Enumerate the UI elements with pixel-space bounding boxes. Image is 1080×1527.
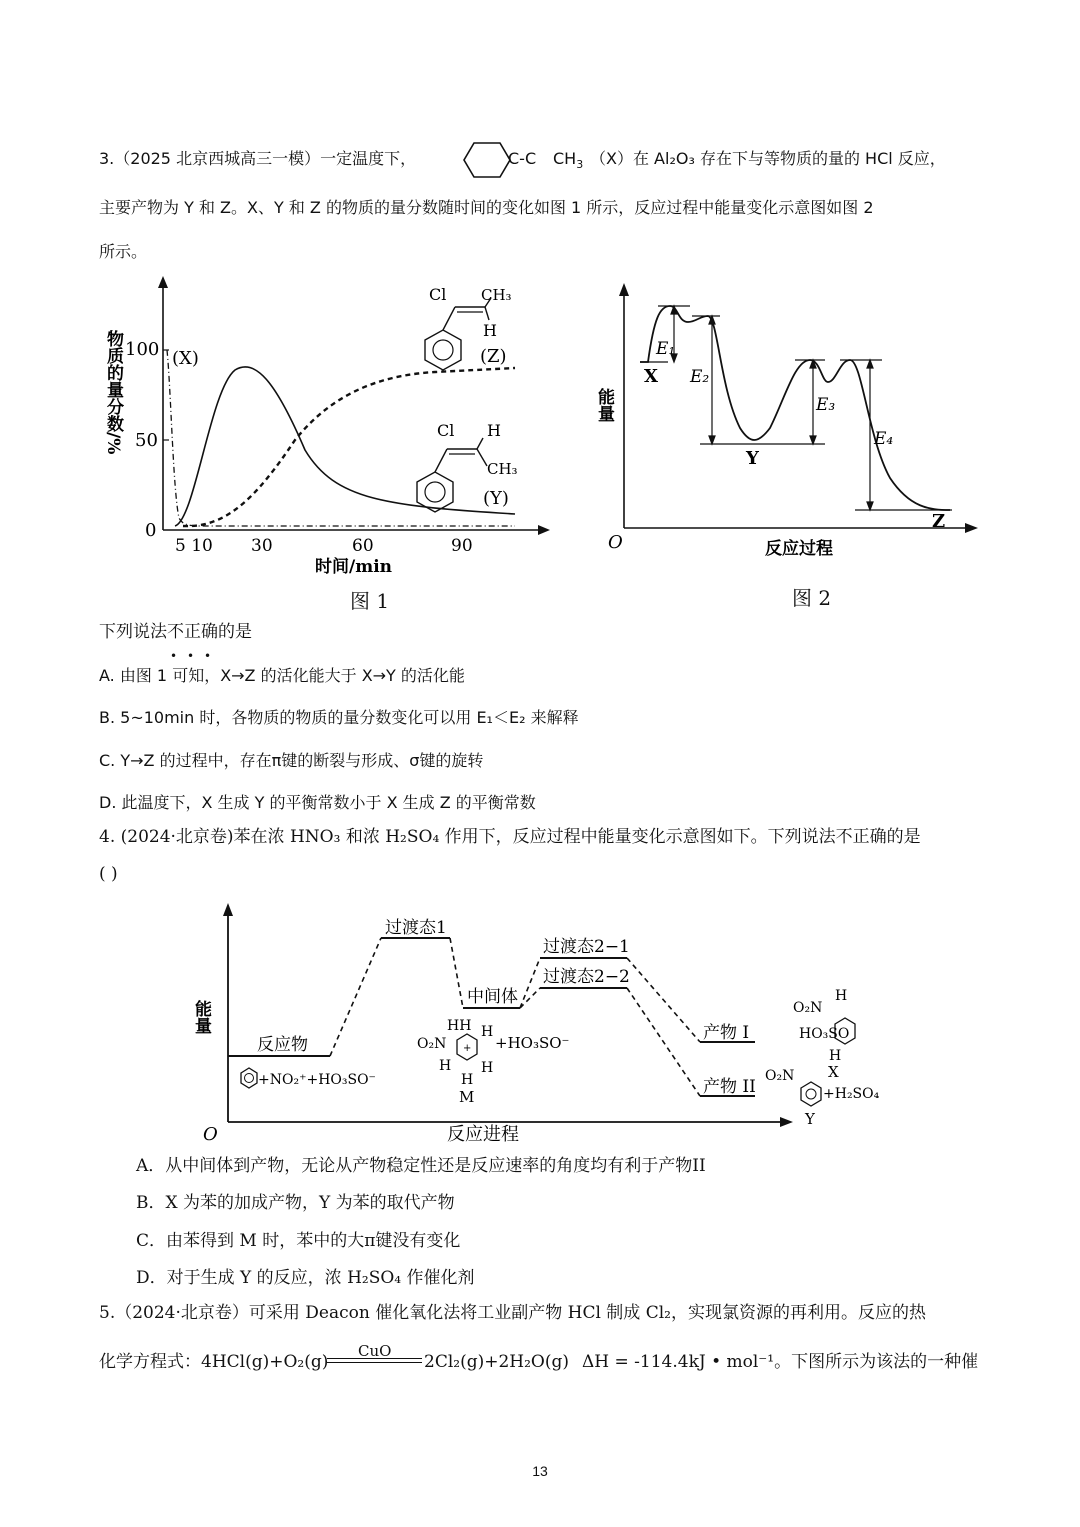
fig2-label-y: Y (746, 448, 759, 469)
q4-m-structure (417, 1018, 569, 1106)
q5-catalyst: CuO (358, 1342, 392, 1360)
q3-line1-cc: C-C (508, 149, 537, 168)
q4-y-plus: +H₂SO₄ (823, 1086, 880, 1102)
q3-prompt-emph: 不正确 • • • (167, 622, 218, 663)
fig2-energy-curve (640, 306, 950, 510)
q4-reactant: 反应物 (257, 1035, 308, 1055)
page-number: 13 (532, 1463, 548, 1479)
q4-m-hh: HH (447, 1018, 472, 1034)
q3-line3: 所示。 (99, 242, 148, 261)
q5-equals-sign (327, 1358, 422, 1363)
q4-m-label: M (459, 1088, 475, 1106)
fig1-curve-y (175, 367, 515, 526)
q3-line1 (99, 147, 416, 171)
fig1-ytick-label-100: 100 (125, 339, 160, 360)
q3-line1-post: （X）在 Al₂O₃ 存在下与等物质的量的 HCl 反应， (590, 149, 946, 168)
benzene-ring-icon (462, 141, 512, 179)
fig1-z-cl: Cl (429, 285, 447, 304)
fig1-ytick-label-50: 50 (135, 430, 158, 451)
svg-text:+: + (463, 1043, 472, 1054)
fig1-y-cl: Cl (437, 421, 455, 440)
q5-eq-pre: 化学方程式：4HCl(g)+O₂(g) (99, 1352, 329, 1372)
q4-intermediate: 中间体 (467, 987, 518, 1007)
q4-line1: 4. (2024·北京卷)苯在浓 HNO₃ 和浓 H₂SO₄ 作用下，反应过程中能量变化示意图如下。下列说法不正确的是 (99, 827, 921, 847)
fig1-z-h: H (483, 321, 497, 340)
q4-ts1: 过渡态1 (385, 918, 447, 938)
fig2-diagram (594, 278, 990, 568)
q4-ts22: 过渡态2−2 (543, 967, 630, 987)
q5-line1: 5.（2024·北京卷）可采用 Deacon 催化氧化法将工业副产物 HCl 制成 Cl₂，实现氯资源的再利用。反应的热 (99, 1303, 926, 1323)
fig1-ylabel: 物质的量分数/% (103, 330, 123, 455)
q4-reactant-text: +NO₂⁺+HO₃SO⁻ (258, 1072, 376, 1088)
q4-x-hoso: HO₃SO (799, 1026, 850, 1042)
q3-prompt-post: 的是 (218, 622, 252, 642)
fig1-xtick-label-30: 30 (251, 536, 273, 556)
q3-option-b: B. 5~10min 时，各物质的物质的量分数变化可以用 E₁＜E₂ 来解释 (99, 708, 579, 727)
q4-product1: 产物 I (703, 1023, 750, 1043)
q5-eq-post: 2Cl₂(g)+2H₂O(g) (424, 1352, 570, 1372)
q4-x-h1: H (835, 988, 848, 1004)
q4-m-o2n: O₂N (417, 1036, 447, 1052)
fig1-xtick-label-5-10: 5 10 (175, 536, 213, 556)
q3-line2: 主要产物为 Y 和 Z。X、Y 和 Z 的物质的量分数随时间的变化如图 1 所示，反应过程中能量变化示意图如图 2 (99, 198, 874, 217)
q4-x-arrow-icon (780, 1117, 793, 1127)
fig2-label-e4: E₄ (874, 429, 894, 449)
q4-reactant-formula (241, 1068, 376, 1088)
q4-x-o2n: O₂N (793, 1000, 823, 1016)
fig1-chart (95, 270, 565, 590)
q4-origin: O (203, 1124, 218, 1145)
q4-xlabel: 反应进程 (447, 1124, 519, 1145)
q3-prompt-pre: 下列说法 (99, 622, 167, 642)
q3-line1-ch3: $CH_3$ (553, 149, 584, 172)
q3-prompt (99, 620, 252, 663)
q4-m-h2: H (439, 1058, 452, 1074)
q4-dashed-paths (330, 938, 700, 1096)
q4-product2: 产物 II (703, 1077, 756, 1097)
q3-line1-pre: 3.（2025 北京西城高三一模）一定温度下， (99, 149, 417, 168)
q4-option-c: C．由苯得到 M 时，苯中的大π键没有变化 (136, 1231, 461, 1251)
fig1-label-y: (Y) (483, 488, 509, 509)
fig1-y-h: H (487, 421, 501, 440)
q4-option-d: D．对于生成 Y 的反应，浓 H₂SO₄ 作催化剂 (136, 1268, 475, 1288)
q4-option-b: B．X 为苯的加成产物，Y 为苯的取代产物 (136, 1193, 455, 1213)
q4-m-h1: H (481, 1024, 494, 1040)
fig1-y-ch3: CH₃ (487, 460, 518, 478)
fig1-xtick-label-90: 90 (451, 536, 473, 556)
fig1-xtick-label-60: 60 (352, 536, 374, 556)
fig2-y-arrow-icon (619, 283, 629, 296)
fig1-z-ch3: CH₃ (481, 286, 512, 304)
q4-x-h2: H (829, 1048, 842, 1064)
q4-x-structure (793, 988, 855, 1081)
fig1-label-x: (X) (172, 348, 199, 369)
fig1-x-arrow-icon (538, 525, 550, 535)
fig2-x-arrow-icon (965, 523, 978, 533)
fig2-origin: O (608, 532, 623, 553)
q4-option-a: A．从中间体到产物，无论从产物稳定性还是反应速率的角度均有利于产物II (136, 1156, 706, 1176)
fig1-curve-x (167, 350, 515, 526)
q4-ylabel: 能量 (191, 1000, 211, 1034)
ch3-text: CH (553, 149, 577, 168)
fig2-label-e2: E₂ (690, 367, 710, 387)
fig2-caption: 图 2 (792, 586, 832, 610)
q3-option-a: A. 由图 1 可知，X→Z 的活化能大于 X→Y 的活化能 (99, 666, 465, 685)
fig1-label-z: (Z) (480, 346, 507, 367)
q4-energy-diagram (191, 900, 895, 1145)
fig1-y-arrow-icon (158, 276, 168, 288)
q4-m-h3: H (481, 1060, 494, 1076)
fig2-label-e3: E₃ (816, 395, 836, 415)
fig2-xlabel: 反应过程 (765, 539, 833, 559)
q5-dh: ΔH = -114.4kJ • mol⁻¹。下图所示为该法的一种催 (582, 1352, 979, 1372)
q4-line2: ( ) (99, 864, 118, 884)
fig1-curve-z (183, 368, 515, 526)
fig2-energy-arrows (671, 306, 873, 510)
q4-ts21: 过渡态2−1 (543, 937, 630, 957)
fig1-xlabel: 时间/min (315, 557, 393, 577)
fig2-label-e1: E₁ (656, 339, 676, 359)
q4-x-label: X (828, 1063, 839, 1081)
q4-y-o2n: O₂N (765, 1068, 795, 1084)
q4-m-plus: +HO₃SO⁻ (495, 1034, 570, 1052)
fig1-ytick-label-0: 0 (145, 520, 157, 541)
fig1-caption: 图 1 (350, 589, 390, 613)
fig2-label-x: X (644, 366, 658, 387)
fig2-ylabel: 能量 (594, 388, 614, 422)
q4-y-label: Y (805, 1110, 815, 1128)
q3-prompt-emph-text: 不正确 (167, 622, 218, 642)
q4-m-h4: H (461, 1072, 474, 1088)
fig2-label-z: Z (932, 511, 946, 532)
q3-option-c: C. Y→Z 的过程中，存在π键的断裂与形成、σ键的旋转 (99, 751, 484, 770)
q3-option-d: D. 此温度下，X 生成 Y 的平衡常数小于 X 生成 Z 的平衡常数 (99, 793, 536, 812)
q4-y-arrow-icon (223, 903, 233, 916)
